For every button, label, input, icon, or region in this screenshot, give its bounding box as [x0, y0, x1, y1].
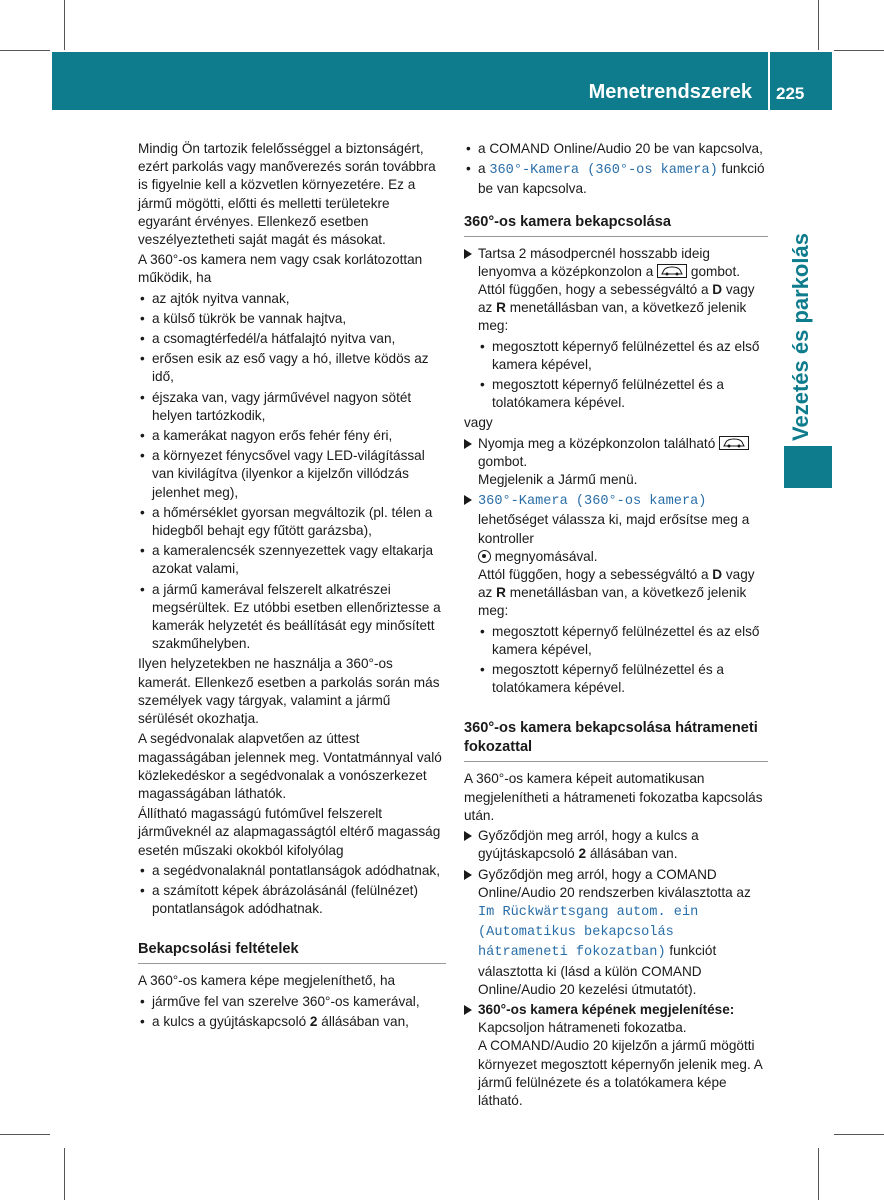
menu-item-ref: Im Rückwärtsgang autom. ein (Automatikus bekapcsolás hátrameneti fokozatban)	[478, 904, 699, 961]
instruction-step: Nyomja meg a középkonzolon található gombot. Megjelenik a Jármű menü.	[464, 435, 768, 490]
section-heading: 360°-os kamera bekapcsolása	[464, 213, 768, 237]
chapter-tab-label: Vezetés és parkolás	[788, 233, 813, 441]
list-item: • megosztott képernyő felülnézettel és az első kamera képével,	[478, 338, 768, 374]
crop-mark	[818, 0, 819, 50]
chapter-tab	[778, 232, 824, 442]
instruction-step: Tartsa 2 másodpercnél hosszabb ideig lenyomva a középkonzolon a gombot. Attól függően, hogy a sebességváltó a D vagy az R menetállásban van, a következő jelenik meg:	[464, 245, 768, 336]
paragraph: Állítható magasságú futóművel felszerelt járműveknél az alapmagasságtól eltérő magasság esetén műszaki okokból kifolyólag	[138, 806, 441, 858]
result-list	[478, 623, 768, 698]
list-item: • megosztott képernyő felülnézettel és az első kamera képével,	[478, 623, 768, 659]
controller-knob-icon	[478, 550, 491, 563]
list-item: • az ajtók nyitva vannak,	[138, 290, 446, 308]
step-arrow-icon	[464, 1005, 472, 1015]
requirement-list-cont	[464, 140, 768, 199]
section-title: Menetrendszerek	[588, 81, 752, 103]
paragraph: A segédvonalak alapvetően az úttest magasságában jelennek meg. Vontatmánnyal való közlekedéskor a segédvonalak a vonószerkezet magasságában láthatók.	[138, 731, 442, 801]
list-item: • megosztott képernyő felülnézettel és a tolatókamera képével.	[478, 376, 768, 412]
paragraph: A 360°-os kamera nem vagy csak korlátozottan működik, ha	[138, 252, 423, 286]
list-item: • a hőmérséklet gyorsan megváltozik (pl. télen a hidegből behajt egy fűtött garázsba),	[138, 504, 446, 540]
left-column	[138, 140, 446, 1033]
list-item: • járműve fel van szerelve 360°-os kamerával,	[138, 993, 446, 1011]
list-item: • a segédvonalaknál pontatlanságok adódhatnak,	[138, 862, 446, 880]
list-item: • a csomagtérfedél/a hátfalajtó nyitva van,	[138, 330, 446, 348]
paragraph: Ilyen helyzetekben ne használja a 360°-os kamerát. Ellenkező esetben a parkolás során más személyek vagy tárgyak, valamint a jármű sérülését okozhatja.	[138, 656, 440, 727]
header-bar	[52, 52, 768, 110]
crop-mark	[834, 1134, 884, 1135]
page-number-box	[770, 52, 832, 110]
list-item: • a kulcs a gyújtáskapcsoló 2 állásában van,	[138, 1013, 446, 1031]
list-item: • a kameralencsék szennyezettek vagy eltakarja azokat valami,	[138, 542, 446, 578]
instruction-step: Győződjön meg arról, hogy a kulcs a gyújtáskapcsoló 2 állásában van.	[464, 827, 768, 863]
crop-mark	[818, 1148, 819, 1200]
instruction-step: Győződjön meg arról, hogy a COMAND Online/Audio 20 rendszerben kiválasztotta az Im Rückwärtsgang autom. ein (Automatikus bekapcsolás hátrameneti fokozatban) funkciót választotta ki (lásd a külön COMAND Online/Audio 20 kezelési útmutatót).	[464, 866, 768, 999]
or-text: vagy	[464, 415, 493, 431]
requirement-list	[138, 993, 446, 1031]
crop-mark	[834, 50, 884, 51]
section-heading: Bekapcsolási feltételek	[138, 940, 446, 964]
crop-mark	[0, 1134, 50, 1135]
step-arrow-icon	[464, 495, 472, 505]
right-column	[464, 140, 768, 1112]
list-item: • megosztott képernyő felülnézettel és a tolatókamera képével.	[478, 661, 768, 697]
list-item: • a kamerákat nagyon erős fehér fény éri,	[138, 427, 446, 445]
list-item: • erősen esik az eső vagy a hó, illetve ködös az idő,	[138, 350, 446, 386]
menu-item-ref: 360°-Kamera (360°-os kamera)	[489, 163, 718, 179]
instruction-step: 360°-Kamera (360°-os kamera) lehetőséget válassza ki, majd erősítse meg a kontroller megnyomásával. Attól függően, hogy a sebességváltó a D vagy az R menetállásban van, a következő jelenik meg:	[464, 491, 768, 620]
crop-mark	[64, 1148, 65, 1200]
chapter-marker	[784, 446, 832, 488]
list-item: • a jármű kamerával felszerelt alkatrészei megsérültek. Ez utóbbi esetben ellenőriztesse a kamerák helyzetét és beállítását egy minősített szakműhelyben.	[138, 581, 446, 654]
list-item: • éjszaka van, vagy járművével nagyon sötét helyen tartózkodik,	[138, 389, 446, 425]
list-item: • a környezet fénycsővel vagy LED-világítással van kivilágítva (ilyenkor a kijelzőn villódzás jelenhet meg),	[138, 447, 446, 502]
step-arrow-icon	[464, 249, 472, 259]
paragraph: Mindig Ön tartozik felelősséggel a biztonságért, ezért parkolás vagy manőverezés során továbbra is figyelnie kell a közvetlen környezetére. Ez a jármű mögötti, előtti és melletti területekre egyaránt érvényes. Ellenkező esetben veszélyeztetheti saját magát és másokat.	[138, 141, 436, 248]
step-arrow-icon	[464, 439, 472, 449]
condition-list	[138, 290, 446, 654]
inaccuracy-list	[138, 862, 446, 919]
crop-mark	[0, 50, 50, 51]
camera-button-icon	[657, 264, 687, 278]
paragraph: A 360°-os kamera képeit automatikusan megjelenítheti a hátrameneti fokozatba kapcsolás után.	[464, 771, 763, 823]
camera-button-icon	[719, 436, 749, 450]
instruction-step: 360°-os kamera képének megjelenítése: Kapcsoljon hátrameneti fokozatba. A COMAND/Audio 20 kijelzőn a jármű mögötti környezet megosztott képernyőn jelenik meg. A jármű felülnézete és a tolatókamera képe látható.	[464, 1001, 768, 1110]
list-item: • a 360°-Kamera (360°-os kamera) funkció be van kapcsolva.	[464, 160, 768, 198]
list-item: • a számított képek ábrázolásánál (felülnézet) pontatlanságok adódhatnak.	[138, 882, 446, 918]
list-item: • a COMAND Online/Audio 20 be van kapcsolva,	[464, 140, 768, 158]
section-heading: 360°-os kamera bekapcsolása hátrameneti fokozattal	[464, 719, 768, 762]
result-list	[478, 338, 768, 413]
list-item: • a külső tükrök be vannak hajtva,	[138, 310, 446, 328]
menu-item-ref: 360°-Kamera (360°-os kamera)	[478, 494, 707, 510]
paragraph: A 360°-os kamera képe megjeleníthető, ha	[138, 973, 396, 989]
crop-mark	[64, 0, 65, 50]
step-arrow-icon	[464, 831, 472, 841]
page-number: 225	[776, 84, 805, 103]
step-arrow-icon	[464, 870, 472, 880]
